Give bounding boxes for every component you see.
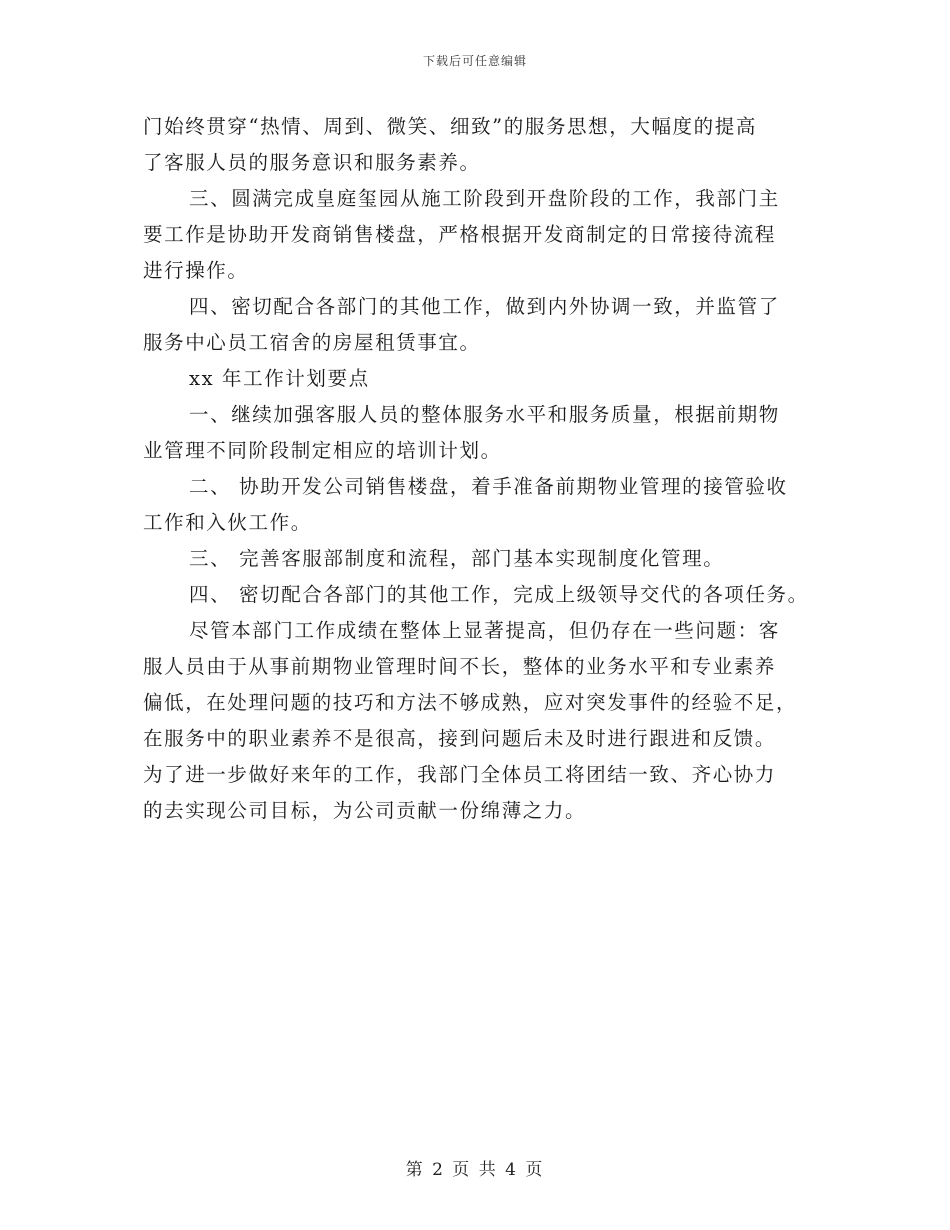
paragraph-line: 门始终贯穿“热情、周到、微笑、细致”的服务思想，大幅度的提高 xyxy=(143,115,757,138)
paragraph-line: 服务中心员工宿舍的房屋租赁事宜。 xyxy=(143,331,481,354)
paragraph-line: 四、 密切配合各部门的其他工作，完成上级领导交代的各项任务。 xyxy=(189,583,809,606)
paragraph-line: 要工作是协助开发商销售楼盘，严格根据开发商制定的日常接待流程 xyxy=(143,223,777,246)
document-body xyxy=(143,109,823,829)
paragraph-line: 二、 协助开发公司销售楼盘，着手准备前期物业管理的接管验收 xyxy=(189,475,788,498)
section-heading: xx 年工作计划要点 xyxy=(189,367,370,390)
paragraph-line: 进行操作。 xyxy=(143,259,249,282)
paragraph-line: 尽管本部门工作成绩在整体上显著提高，但仍存在一些问题：客 xyxy=(189,619,780,642)
paragraph-line: 三、圆满完成皇庭玺园从施工阶段到开盘阶段的工作，我部门主 xyxy=(189,187,780,210)
page-number: 第 2 页 共 4 页 xyxy=(405,1160,545,1180)
paragraph-line: 在服务中的职业素养不是很高，接到问题后未及时进行跟进和反馈。 xyxy=(143,727,777,750)
paragraph-line: 偏低，在处理问题的技巧和方法不够成熟，应对突发事件的经验不足， xyxy=(143,691,798,714)
paragraph-line: 为了进一步做好来年的工作，我部门全体员工将团结一致、齐心协力 xyxy=(143,763,777,786)
paragraph-line: 四、密切配合各部门的其他工作，做到内外协调一致，并监管了 xyxy=(189,295,780,318)
page-header: 下载后可任意编辑 xyxy=(422,54,527,68)
paragraph-line: 的去实现公司目标，为公司贡献一份绵薄之力。 xyxy=(143,799,587,822)
paragraph-line: 一、继续加强客服人员的整体服务水平和服务质量，根据前期物 xyxy=(189,403,780,426)
paragraph-line: 三、 完善客服部制度和流程，部门基本实现制度化管理。 xyxy=(189,547,725,570)
paragraph-line: 服人员由于从事前期物业管理时间不长，整体的业务水平和专业素养 xyxy=(143,655,777,678)
paragraph-line: 了客服人员的服务意识和服务素养。 xyxy=(143,151,481,174)
paragraph-line: 业管理不同阶段制定相应的培训计划。 xyxy=(143,439,502,462)
paragraph-line: 工作和入伙工作。 xyxy=(143,511,312,534)
